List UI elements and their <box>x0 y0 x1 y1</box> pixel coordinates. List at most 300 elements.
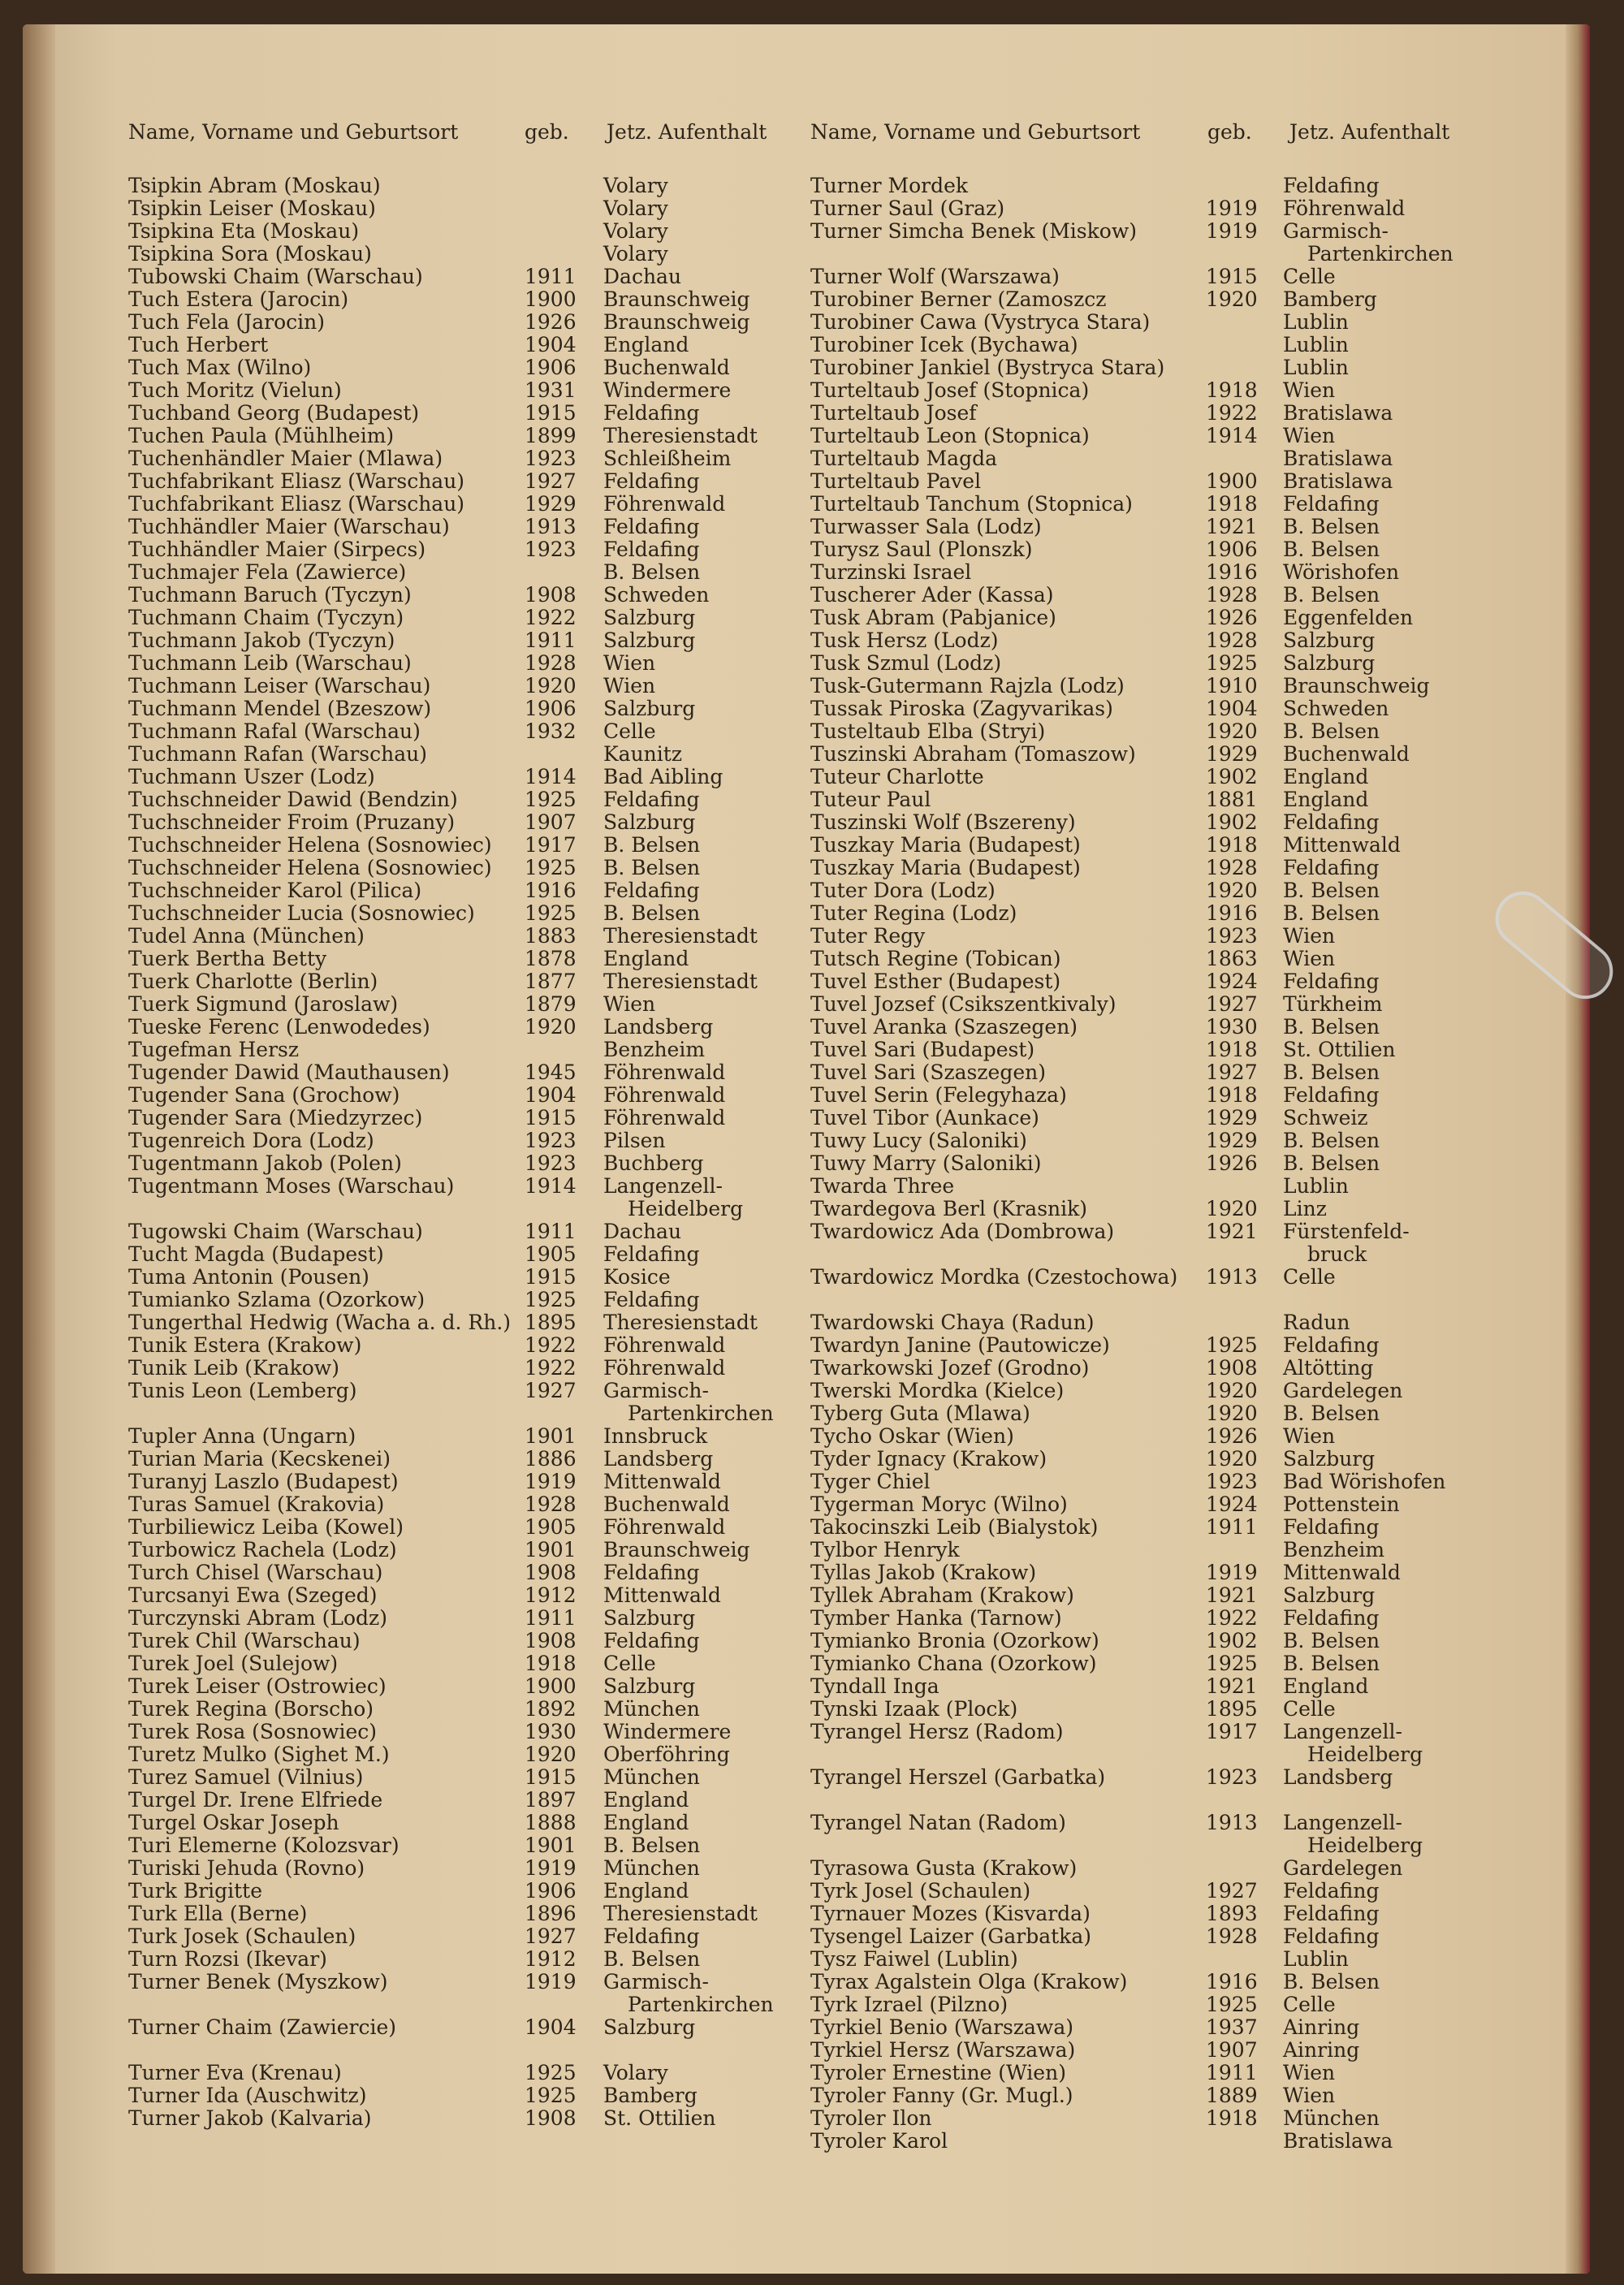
entry-place: Kaunitz <box>603 742 682 766</box>
entry-name: Turteltaub Josef (Stopnica) <box>810 378 1090 402</box>
entry-year: 1889 <box>1206 2084 1258 2107</box>
entry-place: Garmisch- <box>603 1379 709 1402</box>
entry-name: Tugentmann Moses (Warschau) <box>128 1174 455 1198</box>
entry-place: Landsberg <box>603 1015 714 1039</box>
entry-year: 1913 <box>1206 1265 1258 1289</box>
entry-year: 1927 <box>1206 1879 1258 1903</box>
entry-name: Tuchband Georg (Budapest) <box>128 401 420 425</box>
entry-place: Salzburg <box>603 697 696 720</box>
entry-name: Turwasser Sala (Lodz) <box>810 515 1042 538</box>
entry-place: Mittenwald <box>603 1583 721 1607</box>
entry-place: B. Belsen <box>1283 1151 1380 1175</box>
entry-year: 1927 <box>525 1379 577 1402</box>
entry-place: Langenzell- <box>1283 1720 1402 1743</box>
entry-place: B. Belsen <box>1283 1015 1380 1039</box>
entry-name: Tuvel Aranka (Szaszegen) <box>810 1015 1078 1039</box>
entry-year: 1923 <box>525 447 577 470</box>
entry-year: 1923 <box>525 1151 577 1175</box>
entry-year: 1915 <box>525 401 577 425</box>
entry-name: Turobiner Berner (Zamoszcz <box>810 287 1107 311</box>
entry-place: Braunschweig <box>603 287 750 311</box>
entry-year: 1926 <box>1206 1424 1258 1448</box>
entry-name: Tsipkina Sora (Moskau) <box>128 242 372 266</box>
entry-year: 1913 <box>525 515 577 538</box>
entry-year: 1905 <box>525 1515 577 1539</box>
entry-name: Tuteur Paul <box>810 788 931 811</box>
entry-year: 1911 <box>525 628 577 652</box>
entry-year: 1925 <box>1206 1333 1258 1357</box>
entry-year: 1923 <box>1206 1765 1258 1789</box>
entry-year: 1916 <box>1206 901 1258 925</box>
entry-place: B. Belsen <box>603 1947 701 1971</box>
entry-name: Tuchmann Baruch (Tyczyn) <box>128 583 412 607</box>
entry-year: 1927 <box>1206 1060 1258 1084</box>
entry-year: 1923 <box>525 538 577 561</box>
entry-year: 1908 <box>525 583 577 607</box>
entry-year: 1906 <box>1206 538 1258 561</box>
entry-place: England <box>1283 1674 1369 1698</box>
entry-name: Tycho Oskar (Wien) <box>810 1424 1014 1448</box>
entry-name: Tysengel Laizer (Garbatka) <box>810 1924 1091 1948</box>
entry-year: 1945 <box>525 1060 577 1084</box>
entry-name: Turetz Mulko (Sighet M.) <box>128 1743 390 1766</box>
entry-name: Tungerthal Hedwig (Wacha a. d. Rh.) <box>128 1311 512 1334</box>
entry-place: Salzburg <box>603 2015 696 2039</box>
entry-year: 1900 <box>1206 469 1258 493</box>
entry-year: 1925 <box>525 2084 577 2107</box>
left-header-year: geb. <box>525 120 569 144</box>
entry-year: 1902 <box>1206 1629 1258 1652</box>
entry-place: Salzburg <box>1283 1447 1376 1471</box>
entry-place: Garmisch- <box>603 1970 709 1993</box>
entry-name: Turner Eva (Krenau) <box>128 2061 342 2084</box>
entry-place: St. Ottilien <box>1283 1038 1396 1061</box>
entry-name: Tugender Sana (Grochow) <box>128 1083 400 1107</box>
entry-year: 1917 <box>1206 1720 1258 1743</box>
entry-name: Turczynski Abram (Lodz) <box>128 1606 387 1630</box>
entry-place: Feldafing <box>603 879 700 902</box>
entry-name: Tusk Szmul (Lodz) <box>810 651 1002 675</box>
entry-name: Turek Rosa (Sosnowiec) <box>128 1720 378 1743</box>
entry-year: 1879 <box>525 992 577 1016</box>
entry-name: Turteltaub Tanchum (Stopnica) <box>810 492 1133 516</box>
entry-year: 1932 <box>525 719 577 743</box>
entry-place: Innsbruck <box>603 1424 708 1448</box>
entry-name: Tyger Chiel <box>810 1470 931 1493</box>
entry-place: Celle <box>1283 1697 1336 1721</box>
entry-place: Linz <box>1283 1197 1327 1220</box>
right-header-place: Jetz. Aufenthalt <box>1289 120 1450 144</box>
entry-year: 1908 <box>525 1629 577 1652</box>
entry-year: 1908 <box>525 2106 577 2130</box>
entry-name: Tsipkina Eta (Moskau) <box>128 219 360 243</box>
entry-name: Tuchmajer Fela (Zawierce) <box>128 560 407 584</box>
entry-name: Tuchschneider Lucia (Sosnowiec) <box>128 901 475 925</box>
entry-year: 1904 <box>525 333 577 356</box>
entry-name: Turian Maria (Kecskenei) <box>128 1447 391 1471</box>
entry-place: Theresienstadt <box>603 424 758 447</box>
entry-year: 1893 <box>1206 1902 1258 1925</box>
page-edge <box>1566 24 1590 2274</box>
entry-name: Tysz Faiwel (Lublin) <box>810 1947 1018 1971</box>
entry-year: 1904 <box>525 2015 577 2039</box>
entry-year: 1881 <box>1206 788 1258 811</box>
entry-place: Volary <box>603 174 668 197</box>
entry-place: Bamberg <box>603 2084 698 2107</box>
entry-name: Tyrax Agalstein Olga (Krakow) <box>810 1970 1128 1993</box>
entry-year: 1923 <box>1206 1470 1258 1493</box>
entry-year: 1902 <box>1206 810 1258 834</box>
entry-name: Tuerk Sigmund (Jaroslaw) <box>128 992 399 1016</box>
entry-year: 1895 <box>1206 1697 1258 1721</box>
entry-place: Türkheim <box>1283 992 1383 1016</box>
entry-name: Tuvel Sari (Szaszegen) <box>810 1060 1046 1084</box>
entry-year: 1924 <box>1206 970 1258 993</box>
entry-year: 1892 <box>525 1697 577 1721</box>
entry-place: Schleißheim <box>603 447 732 470</box>
entry-place: Salzburg <box>603 810 696 834</box>
entry-name: Twardowicz Mordka (Czestochowa) <box>810 1265 1178 1289</box>
entry-name: Tuszinski Wolf (Bszereny) <box>810 810 1076 834</box>
entry-year: 1923 <box>1206 924 1258 948</box>
entry-place: Kosice <box>603 1265 671 1289</box>
entry-name: Tugenreich Dora (Lodz) <box>128 1129 374 1152</box>
entry-name: Tuvel Jozsef (Csikszentkivaly) <box>810 992 1116 1016</box>
entry-name: Tuchmann Rafan (Warschau) <box>128 742 427 766</box>
entry-year: 1918 <box>525 1652 577 1675</box>
right-header-year: geb. <box>1207 120 1252 144</box>
entry-name: Tuchen Paula (Mühlheim) <box>128 424 395 447</box>
entry-year: 1901 <box>525 1424 577 1448</box>
entry-name: Tusteltaub Elba (Stryi) <box>810 719 1046 743</box>
entry-place: England <box>603 1788 689 1812</box>
entry-name: Tyrangel Herszel (Garbatka) <box>810 1765 1106 1789</box>
entry-place: B. Belsen <box>1283 1129 1380 1152</box>
entry-place: Feldafing <box>603 788 700 811</box>
entry-name: Tyrnauer Mozes (Kisvarda) <box>810 1902 1091 1925</box>
entry-name: Tuch Moritz (Vielun) <box>128 378 342 402</box>
entry-year: 1916 <box>525 879 577 902</box>
entry-place: Theresienstadt <box>603 924 758 948</box>
entry-name: Turgel Oskar Joseph <box>128 1811 339 1834</box>
entry-place: Buchberg <box>603 1151 704 1175</box>
entry-place: B. Belsen <box>1283 1970 1380 1993</box>
entry-place: Volary <box>603 219 668 243</box>
entry-place: Föhrenwald <box>603 492 726 516</box>
entry-place: Ainring <box>1283 2038 1360 2062</box>
entry-place: Langenzell- <box>1283 1811 1402 1834</box>
entry-year: 1926 <box>1206 1151 1258 1175</box>
right-header-name: Name, Vorname und Geburtsort <box>810 120 1141 144</box>
entry-place: Feldafing <box>603 538 700 561</box>
entry-place: Volary <box>603 197 668 220</box>
entry-year: 1924 <box>1206 1492 1258 1516</box>
entry-name: Tyrkiel Hersz (Warszawa) <box>810 2038 1076 2062</box>
entry-place: Volary <box>603 242 668 266</box>
entry-name: Tunik Estera (Krakow) <box>128 1333 362 1357</box>
entry-name: Turteltaub Pavel <box>810 469 982 493</box>
entry-year: 1906 <box>525 697 577 720</box>
entry-name: Tuchschneider Dawid (Bendzin) <box>128 788 458 811</box>
entry-name: Tuchschneider Helena (Sosnowiec) <box>128 856 492 879</box>
entry-name: Tuchhändler Maier (Sirpecs) <box>128 538 426 561</box>
entry-name: Twardowski Chaya (Radun) <box>810 1311 1095 1334</box>
entry-year: 1937 <box>1206 2015 1258 2039</box>
entry-place: Dachau <box>603 1220 682 1243</box>
entry-place: Wien <box>1283 2061 1336 2084</box>
entry-name: Tuerk Bertha Betty <box>128 947 327 970</box>
entry-year: 1919 <box>525 1470 577 1493</box>
entry-name: Tutsch Regine (Tobican) <box>810 947 1061 970</box>
entry-year: 1912 <box>525 1947 577 1971</box>
entry-name: Tumianko Szlama (Ozorkow) <box>128 1288 425 1311</box>
entry-year: 1906 <box>525 1879 577 1903</box>
entry-name: Tyder Ignacy (Krakow) <box>810 1447 1047 1471</box>
entry-place: Celle <box>1283 1993 1336 2016</box>
entry-name: Tyroler Ernestine (Wien) <box>810 2061 1066 2084</box>
entry-place: Salzburg <box>1283 1583 1376 1607</box>
entry-year: 1907 <box>525 810 577 834</box>
entry-place: B. Belsen <box>1283 1060 1380 1084</box>
entry-place: Feldafing <box>1283 1879 1380 1903</box>
entry-name: Tugentmann Jakob (Polen) <box>128 1151 402 1175</box>
entry-place: Lublin <box>1283 333 1349 356</box>
entry-name: Turner Jakob (Kalvaria) <box>128 2106 372 2130</box>
entry-year: 1920 <box>525 1015 577 1039</box>
entry-place: Wien <box>1283 424 1336 447</box>
entry-name: Turk Josek (Schaulen) <box>128 1924 356 1948</box>
entry-year: 1916 <box>1206 560 1258 584</box>
entry-place: B. Belsen <box>1283 719 1380 743</box>
entry-year: 1915 <box>525 1765 577 1789</box>
entry-place: Braunschweig <box>603 1538 750 1561</box>
entry-year: 1928 <box>525 651 577 675</box>
entry-name: Turner Mordek <box>810 174 969 197</box>
entry-place: Langenzell- <box>603 1174 723 1198</box>
entry-year: 1900 <box>525 287 577 311</box>
entry-name: Tuvel Sari (Budapest) <box>810 1038 1035 1061</box>
entry-year: 1904 <box>1206 697 1258 720</box>
entry-place: Landsberg <box>1283 1765 1393 1789</box>
entry-name: Tyrk Izrael (Pilzno) <box>810 1993 1009 2016</box>
entry-place: München <box>603 1856 700 1880</box>
entry-name: Turteltaub Magda <box>810 447 997 470</box>
entry-year: 1920 <box>1206 1379 1258 1402</box>
entry-place: Dachau <box>603 265 682 288</box>
entry-year: 1916 <box>1206 1970 1258 1993</box>
entry-place: Wien <box>1283 924 1336 948</box>
entry-place: Lublin <box>1283 310 1349 334</box>
entry-year: 1915 <box>525 1265 577 1289</box>
entry-place: England <box>603 333 689 356</box>
entry-place: Wien <box>1283 378 1336 402</box>
entry-name: Tuch Fela (Jarocin) <box>128 310 325 334</box>
entry-place-continuation: Heidelberg <box>1307 1834 1423 1857</box>
entry-place: Salzburg <box>603 606 696 629</box>
entry-name: Tuvel Serin (Felegyhaza) <box>810 1083 1067 1107</box>
entry-name: Twerski Mordka (Kielce) <box>810 1379 1065 1402</box>
entry-year: 1914 <box>525 1174 577 1198</box>
entry-place: Wien <box>603 992 656 1016</box>
entry-place: Salzburg <box>603 1674 696 1698</box>
entry-name: Turbiliewicz Leiba (Kowel) <box>128 1515 404 1539</box>
entry-place: Feldafing <box>603 1924 700 1948</box>
entry-year: 1920 <box>1206 1447 1258 1471</box>
entry-name: Turcsanyi Ewa (Szeged) <box>128 1583 378 1607</box>
entry-place: Feldafing <box>603 1561 700 1584</box>
entry-place: Salzburg <box>603 1606 696 1630</box>
entry-year: 1915 <box>525 1106 577 1130</box>
entry-place: Schweden <box>1283 697 1389 720</box>
entry-place: Theresienstadt <box>603 1311 758 1334</box>
entry-name: Tuchmann Leiser (Warschau) <box>128 674 431 698</box>
entry-year: 1911 <box>525 1606 577 1630</box>
entry-name: Tyrk Josel (Schaulen) <box>810 1879 1031 1903</box>
entry-year: 1918 <box>1206 1038 1258 1061</box>
entry-name: Turobiner Jankiel (Bystryca Stara) <box>810 356 1165 379</box>
entry-place: B. Belsen <box>1283 901 1380 925</box>
entry-year: 1920 <box>1206 1402 1258 1425</box>
entry-name: Turner Wolf (Warszawa) <box>810 265 1060 288</box>
entry-place: Föhrenwald <box>603 1356 726 1380</box>
entry-year: 1928 <box>1206 583 1258 607</box>
entry-name: Tyroler Ilon <box>810 2106 932 2130</box>
entry-place: Feldafing <box>1283 1902 1380 1925</box>
entry-place: München <box>603 1697 700 1721</box>
entry-place: Feldafing <box>1283 174 1380 197</box>
entry-name: Tubowski Chaim (Warschau) <box>128 265 423 288</box>
entry-name: Tugowski Chaim (Warschau) <box>128 1220 423 1243</box>
entry-name: Tynski Izaak (Plock) <box>810 1697 1018 1721</box>
entry-name: Tuchenhändler Maier (Mlawa) <box>128 447 443 470</box>
entry-place: Mittenwald <box>1283 1561 1401 1584</box>
entry-place: München <box>1283 2106 1380 2130</box>
entry-place: Wien <box>1283 1424 1336 1448</box>
entry-place: Gardelegen <box>1283 1856 1403 1880</box>
entry-year: 1928 <box>1206 856 1258 879</box>
entry-place-continuation: bruck <box>1307 1242 1367 1266</box>
entry-year: 1902 <box>1206 765 1258 788</box>
entry-place: Landsberg <box>603 1447 714 1471</box>
entry-name: Tuch Estera (Jarocin) <box>128 287 349 311</box>
entry-year: 1926 <box>525 310 577 334</box>
entry-year: 1920 <box>1206 287 1258 311</box>
entry-name: Tyllek Abraham (Krakow) <box>810 1583 1074 1607</box>
entry-name: Tugender Dawid (Mauthausen) <box>128 1060 450 1084</box>
entry-place: B. Belsen <box>603 901 701 925</box>
entry-year: 1920 <box>1206 879 1258 902</box>
entry-place: Lublin <box>1283 1174 1349 1198</box>
entry-name: Turner Simcha Benek (Miskow) <box>810 219 1137 243</box>
entry-name: Tuvel Esther (Budapest) <box>810 970 1061 993</box>
entry-year: 1883 <box>525 924 577 948</box>
entry-name: Turobiner Icek (Bychawa) <box>810 333 1078 356</box>
entry-place: Feldafing <box>1283 970 1380 993</box>
entry-place: B. Belsen <box>1283 879 1380 902</box>
entry-year: 1877 <box>525 970 577 993</box>
entry-place: England <box>603 947 689 970</box>
entry-year: 1925 <box>1206 1993 1258 2016</box>
entry-place: Mittenwald <box>603 1470 721 1493</box>
entry-year: 1928 <box>525 1492 577 1516</box>
entry-name: Turysz Saul (Plonszk) <box>810 538 1033 561</box>
entry-place: B. Belsen <box>1283 1402 1380 1425</box>
entry-name: Tusk Hersz (Lodz) <box>810 628 999 652</box>
entry-place: Feldafing <box>1283 492 1380 516</box>
entry-name: Tuch Max (Wilno) <box>128 356 312 379</box>
entry-name: Turteltaub Leon (Stopnica) <box>810 424 1090 447</box>
entry-year: 1906 <box>525 356 577 379</box>
entry-year: 1907 <box>1206 2038 1258 2062</box>
entry-name: Tuvel Tibor (Aunkace) <box>810 1106 1039 1130</box>
entry-name: Tuchmann Mendel (Bzeszow) <box>128 697 432 720</box>
entry-name: Tusk Abram (Pabjanice) <box>810 606 1056 629</box>
entry-name: Tusk-Gutermann Rajzla (Lodz) <box>810 674 1125 698</box>
entry-name: Tucht Magda (Budapest) <box>128 1242 384 1266</box>
entry-year: 1911 <box>525 265 577 288</box>
entry-place: Feldafing <box>1283 1083 1380 1107</box>
entry-place-continuation: Heidelberg <box>1307 1743 1423 1766</box>
entry-name: Tuwy Lucy (Saloniki) <box>810 1129 1027 1152</box>
entry-year: 1905 <box>525 1242 577 1266</box>
entry-year: 1926 <box>1206 606 1258 629</box>
entry-name: Turgel Dr. Irene Elfriede <box>128 1788 383 1812</box>
entry-place: Oberföhring <box>603 1743 730 1766</box>
entry-place: Theresienstadt <box>603 1902 758 1925</box>
entry-place: Feldafing <box>1283 1333 1380 1357</box>
entry-name: Turner Ida (Auschwitz) <box>128 2084 367 2107</box>
entry-year: 1921 <box>1206 1674 1258 1698</box>
entry-place: Bad Wörishofen <box>1283 1470 1446 1493</box>
entry-name: Tueske Ferenc (Lenwodedes) <box>128 1015 430 1039</box>
entry-name: Turner Benek (Myszkow) <box>128 1970 388 1993</box>
entry-name: Twardegova Berl (Krasnik) <box>810 1197 1088 1220</box>
entry-place: Föhrenwald <box>603 1106 726 1130</box>
entry-year: 1878 <box>525 947 577 970</box>
entry-place: B. Belsen <box>603 856 701 879</box>
entry-place: Salzburg <box>1283 628 1376 652</box>
entry-place: Feldafing <box>603 469 700 493</box>
entry-place: Salzburg <box>603 628 696 652</box>
entry-place: Buchenwald <box>1283 742 1410 766</box>
entry-year: 1927 <box>525 469 577 493</box>
entry-year: 1886 <box>525 1447 577 1471</box>
entry-name: Tuscherer Ader (Kassa) <box>810 583 1054 607</box>
entry-place: B. Belsen <box>603 1834 701 1857</box>
entry-name: Tupler Anna (Ungarn) <box>128 1424 356 1448</box>
entry-place: Buchenwald <box>603 356 730 379</box>
entry-name: Twardowicz Ada (Dombrowa) <box>810 1220 1115 1243</box>
entry-year: 1928 <box>1206 628 1258 652</box>
entry-place: B. Belsen <box>1283 583 1380 607</box>
entry-year: 1914 <box>525 765 577 788</box>
entry-name: Tuchhändler Maier (Warschau) <box>128 515 450 538</box>
entry-place: Pottenstein <box>1283 1492 1400 1516</box>
entry-name: Tuchmann Rafal (Warschau) <box>128 719 421 743</box>
entry-place: Feldafing <box>1283 1924 1380 1948</box>
entry-year: 1900 <box>525 1674 577 1698</box>
entry-name: Turteltaub Josef <box>810 401 977 425</box>
entry-name: Tyndall Inga <box>810 1674 939 1698</box>
entry-year: 1910 <box>1206 674 1258 698</box>
entry-place: Wien <box>1283 2084 1336 2107</box>
entry-name: Tyrangel Natan (Radom) <box>810 1811 1066 1834</box>
entry-year: 1930 <box>1206 1015 1258 1039</box>
entry-place: Feldafing <box>603 1629 700 1652</box>
entry-place: Feldafing <box>603 1288 700 1311</box>
entry-place: B. Belsen <box>1283 538 1380 561</box>
entry-name: Tymianko Bronia (Ozorkow) <box>810 1629 1099 1652</box>
